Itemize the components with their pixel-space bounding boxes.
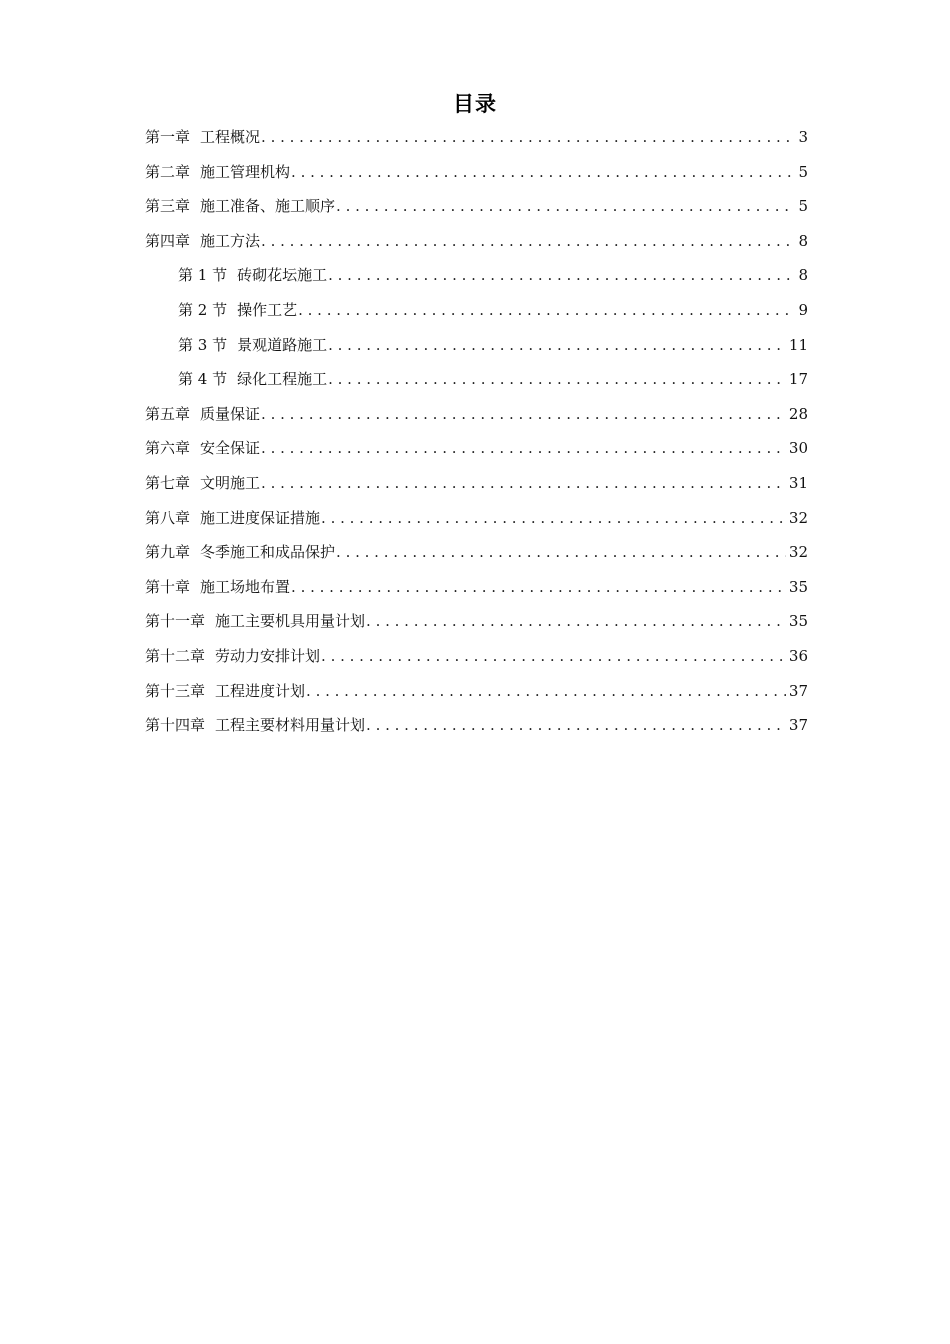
toc-dot-leader xyxy=(261,437,786,459)
toc-entry-text: 砖砌花坛施工 xyxy=(237,266,328,285)
toc-dot-leader xyxy=(328,264,795,286)
toc-dot-leader xyxy=(321,507,786,529)
toc-entry-chapter-2[interactable] xyxy=(145,161,808,196)
toc-entry-label xyxy=(145,680,305,702)
toc-dot-leader xyxy=(336,541,786,563)
toc-entry-text: 操作工艺 xyxy=(237,300,298,319)
toc-entry-page: 28 xyxy=(788,404,808,423)
toc-entry-label xyxy=(145,714,365,736)
toc-entry-page: 5 xyxy=(798,162,808,181)
toc-entry-label xyxy=(145,195,335,217)
toc-entry-text: 景观道路施工 xyxy=(237,335,328,354)
toc-entry-number: 第 1 节 xyxy=(178,266,228,285)
toc-entry-number: 第二章 xyxy=(145,162,191,181)
toc-dot-leader xyxy=(261,230,795,252)
toc-entry-number: 第八章 xyxy=(145,508,191,527)
toc-entry-chapter-13[interactable] xyxy=(145,680,808,715)
toc-dot-leader xyxy=(261,126,795,148)
toc-entry-label xyxy=(178,299,297,321)
toc-entry-label xyxy=(145,437,260,459)
toc-entry-label xyxy=(145,403,260,425)
toc-entry-chapter-6[interactable] xyxy=(145,437,808,472)
toc-entry-number: 第六章 xyxy=(145,439,191,458)
toc-entry-section-2[interactable] xyxy=(145,299,808,334)
toc-entry-text: 劳动力安排计划 xyxy=(215,646,321,665)
toc-entry-page: 8 xyxy=(798,266,808,285)
toc-dot-leader xyxy=(261,472,786,494)
toc-entry-chapter-8[interactable] xyxy=(145,507,808,542)
toc-entry-page: 30 xyxy=(788,439,808,458)
toc-entry-number: 第十二章 xyxy=(145,646,206,665)
toc-entry-text: 施工准备、施工顺序 xyxy=(200,197,336,216)
toc-entry-text: 工程主要材料用量计划 xyxy=(215,716,366,735)
toc-entry-chapter-9[interactable] xyxy=(145,541,808,576)
toc-entry-page: 31 xyxy=(788,473,808,492)
toc-entry-page: 11 xyxy=(788,335,808,354)
toc-entry-number: 第 2 节 xyxy=(178,300,228,319)
toc-dot-leader xyxy=(328,368,786,390)
toc-entry-text: 施工主要机具用量计划 xyxy=(215,612,366,631)
toc-entry-text: 冬季施工和成品保护 xyxy=(200,543,336,562)
toc-entry-number: 第七章 xyxy=(145,473,191,492)
toc-entry-number: 第九章 xyxy=(145,543,191,562)
toc-dot-leader xyxy=(336,195,795,217)
toc-entry-page: 3 xyxy=(798,128,808,146)
toc-entry-text: 施工管理机构 xyxy=(200,162,291,181)
toc-entry-chapter-11[interactable] xyxy=(145,610,808,645)
toc-entry-label xyxy=(145,610,365,632)
toc-entry-chapter-1[interactable] xyxy=(145,126,808,161)
toc-entry-label xyxy=(145,645,320,667)
toc-entry-label xyxy=(145,126,260,148)
toc-dot-leader xyxy=(261,403,786,425)
toc-entry-page: 37 xyxy=(788,681,808,700)
toc-dot-leader xyxy=(298,299,795,321)
toc-entry-page: 36 xyxy=(788,646,808,665)
toc-entry-section-1[interactable] xyxy=(145,264,808,299)
toc-entry-number: 第五章 xyxy=(145,404,191,423)
toc-title: 目录 xyxy=(453,92,497,116)
toc-entry-page: 35 xyxy=(788,577,808,596)
toc-dot-leader xyxy=(306,680,786,702)
toc-entry-page: 37 xyxy=(788,716,808,735)
toc-entry-chapter-7[interactable] xyxy=(145,472,808,507)
toc-entry-label xyxy=(178,334,327,356)
toc-entry-number: 第十章 xyxy=(145,577,191,596)
toc-entry-text: 施工方法 xyxy=(200,231,261,250)
toc-entry-label xyxy=(178,264,327,286)
toc-entry-section-4[interactable] xyxy=(145,368,808,403)
toc-entry-label xyxy=(145,576,290,598)
toc-dot-leader xyxy=(328,334,786,356)
toc-entry-label xyxy=(145,541,335,563)
toc-entry-number: 第十四章 xyxy=(145,716,206,735)
toc-entry-number: 第 3 节 xyxy=(178,335,228,354)
toc-entry-number: 第十一章 xyxy=(145,612,206,631)
toc-dot-leader xyxy=(321,645,786,667)
toc-entry-page: 8 xyxy=(798,231,808,250)
toc-entry-chapter-10[interactable] xyxy=(145,576,808,611)
toc-entry-text: 施工场地布置 xyxy=(200,577,291,596)
toc-entry-page: 17 xyxy=(788,370,808,389)
toc-entry-page: 32 xyxy=(788,543,808,562)
toc-entry-text: 工程进度计划 xyxy=(215,681,306,700)
toc-entry-number: 第一章 xyxy=(145,128,191,146)
toc-entry-label xyxy=(145,507,320,529)
toc-entry-text: 文明施工 xyxy=(200,473,261,492)
toc-entry-label xyxy=(145,472,260,494)
toc-list xyxy=(145,126,808,749)
toc-entry-number: 第十三章 xyxy=(145,681,206,700)
toc-entry-page: 9 xyxy=(798,300,808,319)
toc-dot-leader xyxy=(291,576,786,598)
toc-entry-text: 绿化工程施工 xyxy=(237,370,328,389)
toc-entry-chapter-4[interactable] xyxy=(145,230,808,265)
toc-entry-text: 施工进度保证措施 xyxy=(200,508,321,527)
toc-entry-chapter-3[interactable] xyxy=(145,195,808,230)
toc-entry-page: 5 xyxy=(798,197,808,216)
toc-entry-label xyxy=(178,368,327,390)
toc-entry-text: 质量保证 xyxy=(200,404,261,423)
toc-entry-chapter-14[interactable] xyxy=(145,714,808,749)
toc-dot-leader xyxy=(366,610,786,632)
toc-entry-number: 第三章 xyxy=(145,197,191,216)
toc-dot-leader xyxy=(366,714,786,736)
toc-entry-chapter-5[interactable] xyxy=(145,403,808,438)
toc-entry-text: 安全保证 xyxy=(200,439,261,458)
toc-entry-label xyxy=(145,230,260,252)
toc-entry-number: 第四章 xyxy=(145,231,191,250)
toc-entry-chapter-12[interactable] xyxy=(145,645,808,680)
toc-entry-label xyxy=(145,161,290,183)
toc-dot-leader xyxy=(291,161,795,183)
toc-entry-page: 35 xyxy=(788,612,808,631)
toc-entry-text: 工程概况 xyxy=(200,128,261,146)
toc-entry-page: 32 xyxy=(788,508,808,527)
toc-entry-number: 第 4 节 xyxy=(178,370,228,389)
toc-entry-section-3[interactable] xyxy=(145,334,808,369)
